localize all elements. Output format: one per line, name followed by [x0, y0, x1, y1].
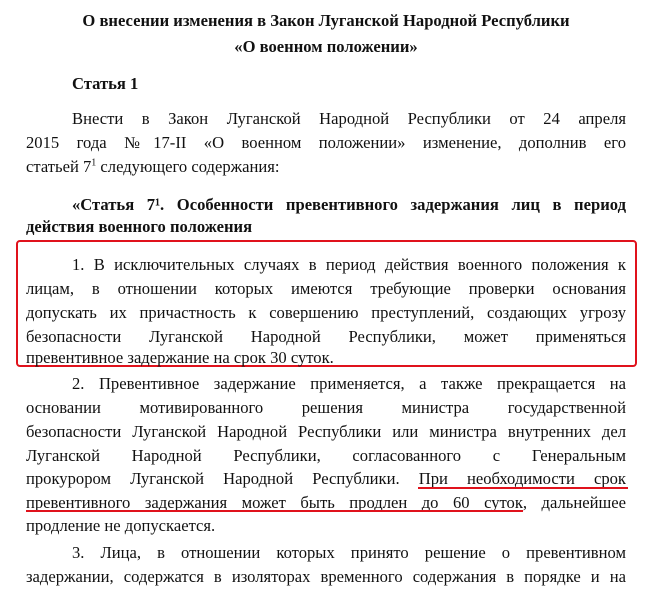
new-article-heading-line-1: «Статья 7¹. Особенности превентивного задержания лиц в период — [72, 195, 626, 214]
p2-line-7: продление не допускается. — [26, 516, 216, 535]
p2-line-3: безопасности Луганской Народной Республики или министра внутренних дел — [26, 422, 626, 441]
p1-line-2: лицам, в отношении которых имеются требующие проверки основания — [26, 279, 626, 298]
intro-superscript: 1 — [91, 157, 97, 169]
document-title-line-1: О внесении изменения в Закон Луганской Народной Республики — [82, 11, 570, 30]
red-underline-1 — [418, 487, 628, 489]
article-heading: Статья 1 — [72, 74, 139, 93]
document-title-line-2: «О военном положении» — [234, 37, 418, 56]
p2-line-6: превентивного задержания может быть продлен до 60 суток, дальнейшее — [26, 493, 626, 512]
p3-line-2: задержании, содержатся в изоляторах временного содержания в порядке и на — [26, 567, 626, 586]
intro-line-3 — [26, 155, 626, 179]
p2-line-5: прокурором Луганской Народной Республики. При необходимости срок — [26, 469, 626, 488]
intro-line-3-rest: следующего содержания: — [100, 157, 280, 176]
p2-line-1: 2. Превентивное задержание применяется, а также прекращается на — [72, 374, 626, 393]
red-underline-2 — [26, 510, 523, 512]
p2-line-4: Луганской Народной Республики, согласованного с Генеральным — [26, 446, 626, 465]
intro-line-3-text: статьей 7 — [26, 157, 92, 176]
p1-line-5: превентивное задержание на срок 30 суток. — [26, 348, 334, 367]
intro-line-2: 2015 года №17-II «О военном положении» изменение, дополнив его — [26, 133, 626, 152]
p1-line-1: 1. В исключительных случаях в период действия военного положения к — [72, 255, 626, 274]
intro-line-1: Внести в Закон Луганской Народной Республики от 24 апреля — [72, 109, 626, 128]
p1-line-4: безопасности Луганской Народной Республики, может применяться — [26, 327, 626, 346]
p1-line-3: допускать их причастность к совершению преступлений, создающих угрозу — [26, 303, 626, 322]
p3-line-1: 3. Лица, в отношении которых принято решение о превентивном — [72, 543, 626, 562]
p2-line-2: основании мотивированного решения министра государственной — [26, 398, 626, 417]
new-article-heading-line-2: действия военного положения — [26, 217, 253, 236]
